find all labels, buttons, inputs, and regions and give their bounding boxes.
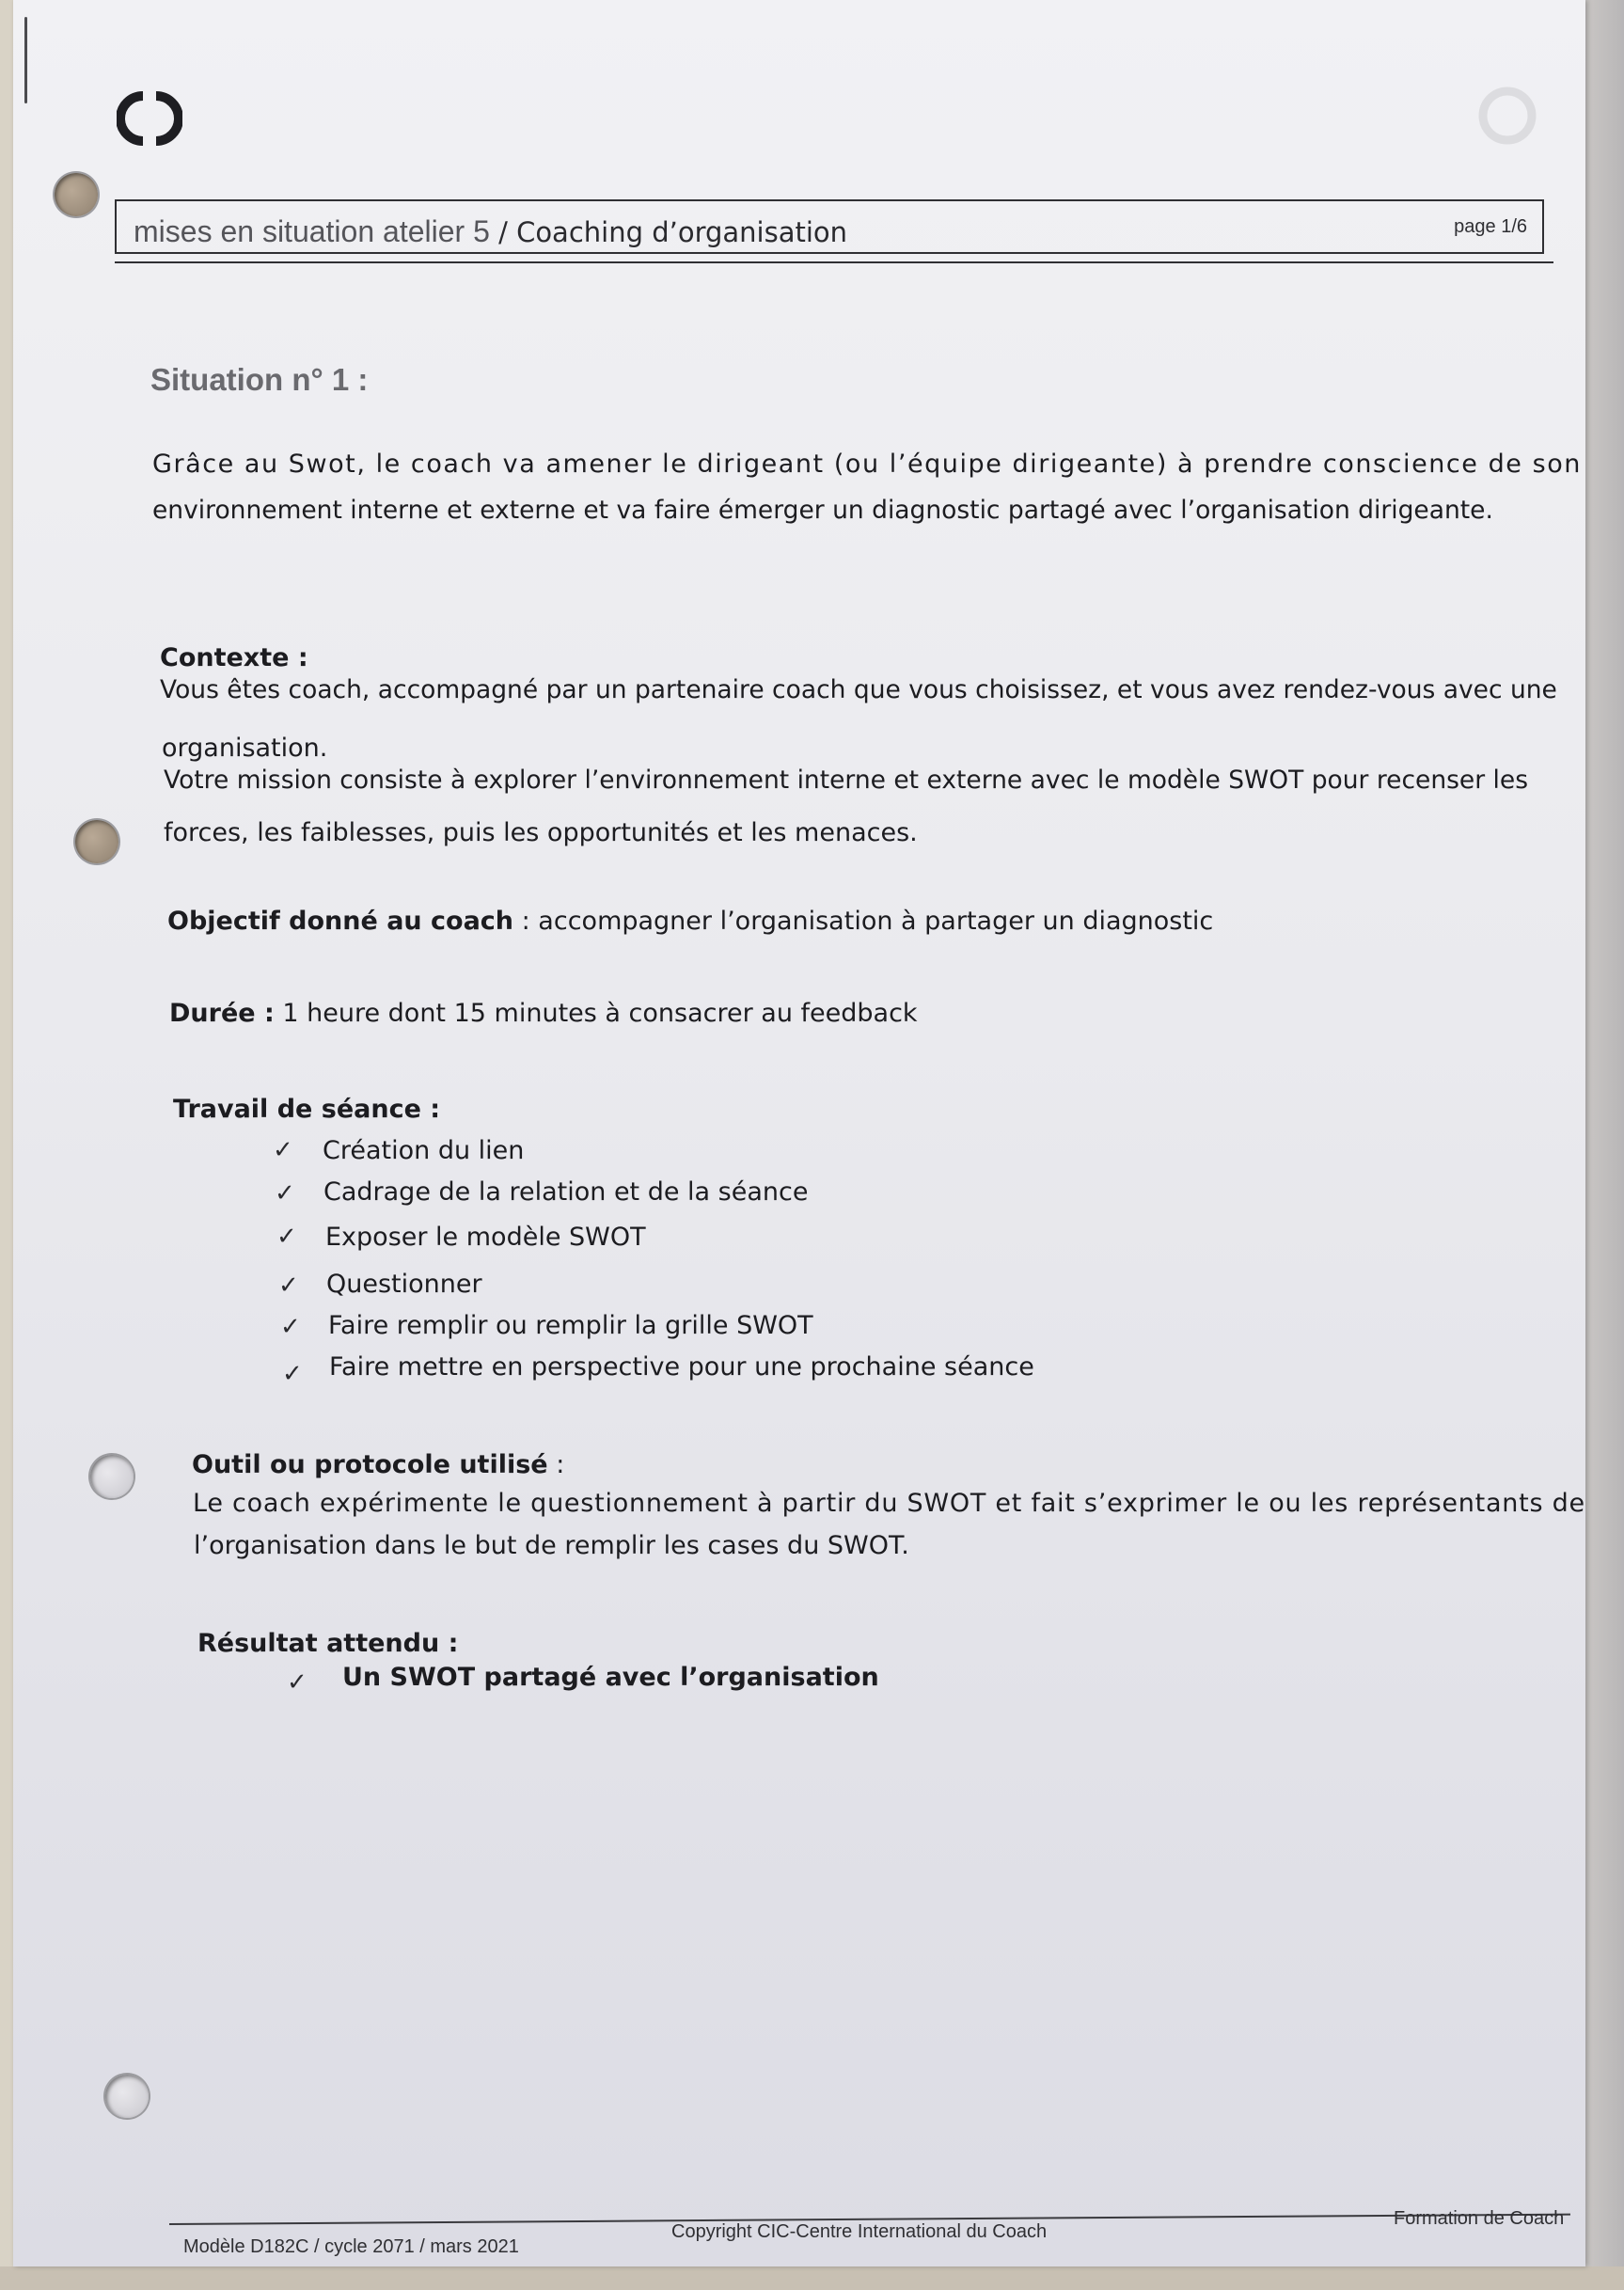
checkmark-icon: ✓: [273, 1136, 293, 1164]
situation-title: Situation n° 1 :: [150, 362, 369, 397]
header-divider: [115, 261, 1553, 263]
punch-hole: [90, 1455, 134, 1498]
header-title-sub: / Coaching d’organisation: [489, 216, 848, 248]
travail-heading: Travail de séance :: [173, 1095, 441, 1124]
outil-heading-suffix: :: [547, 1450, 565, 1479]
checkmark-icon: ✓: [280, 1313, 301, 1341]
resultat-heading: Résultat attendu :: [197, 1629, 459, 1658]
footer-formation: Formation de Coach: [1394, 2208, 1565, 2229]
duree-line: [169, 999, 918, 1028]
paper-page: [13, 0, 1585, 2266]
duree-label: Durée :: [169, 999, 275, 1028]
resultat-item: Un SWOT partagé avec l’organisation: [342, 1663, 879, 1692]
contexte-line-4: forces, les faiblesses, puis les opportunités et les menaces.: [164, 818, 918, 847]
outil-line-1: Le coach expérimente le questionnement à partir du SWOT et fait s’exprimer le ou les représentants de: [193, 1489, 1585, 1518]
footer-model: Modèle D182C / cycle 2071 / mars 2021: [183, 2236, 519, 2257]
logo-showthrough-icon: [1474, 83, 1540, 149]
punch-hole: [55, 173, 98, 216]
header-box: [115, 199, 1544, 254]
header-title-main: mises en situation atelier 5: [134, 214, 490, 248]
objectif-label: Objectif donné au coach: [167, 907, 514, 936]
travail-item: Faire remplir ou remplir la grille SWOT: [328, 1311, 813, 1340]
checkmark-icon: ✓: [278, 1271, 299, 1300]
binder-mark: [24, 17, 27, 103]
footer-copyright: Copyright CIC-Centre International du Coach: [671, 2221, 1048, 2242]
contexte-line-1: Vous êtes coach, accompagné par un partenaire coach que vous choisissez, et vous avez rendez-vous avec une: [160, 675, 1557, 704]
desk-background: [1585, 0, 1624, 2290]
contexte-heading: Contexte :: [160, 643, 308, 672]
checkmark-icon: ✓: [276, 1223, 297, 1251]
duree-text: 1 heure dont 15 minutes à consacrer au feedback: [274, 999, 918, 1028]
outil-heading: Outil ou protocole utilisé: [192, 1450, 548, 1479]
logo-icon: [117, 90, 182, 147]
contexte-line-3: Votre mission consiste à explorer l’environnement interne et externe avec le modèle SWOT pour recenser les: [164, 766, 1529, 795]
checkmark-icon: ✓: [287, 1668, 307, 1697]
checkmark-icon: ✓: [282, 1360, 303, 1388]
outil-heading-line: [192, 1450, 564, 1479]
travail-item: Exposer le modèle SWOT: [325, 1223, 646, 1252]
desk-background-bottom: [0, 2266, 1624, 2290]
punch-hole: [105, 2075, 149, 2118]
contexte-line-2: organisation.: [162, 734, 328, 763]
outil-line-2: l’organisation dans le but de remplir les cases du SWOT.: [194, 1531, 909, 1560]
objectif-text: : accompagner l’organisation à partager un diagnostic: [513, 907, 1214, 936]
travail-item: Faire mettre en perspective pour une prochaine séance: [329, 1352, 1034, 1382]
page-number: page 1/6: [1454, 216, 1527, 237]
travail-item: Cadrage de la relation et de la séance: [323, 1177, 809, 1207]
travail-item: Questionner: [326, 1270, 482, 1299]
travail-item: Création du lien: [323, 1136, 525, 1165]
intro-line-1: Grâce au Swot, le coach va amener le dirigeant (ou l’équipe dirigeante) à prendre conscience de son: [152, 450, 1582, 479]
checkmark-icon: ✓: [275, 1179, 295, 1208]
objectif-line: [167, 907, 1213, 936]
intro-line-2: environnement interne et externe et va faire émerger un diagnostic partagé avec l’organisation dirigeante.: [152, 496, 1493, 525]
punch-hole: [75, 820, 118, 863]
header-title: [134, 214, 847, 249]
